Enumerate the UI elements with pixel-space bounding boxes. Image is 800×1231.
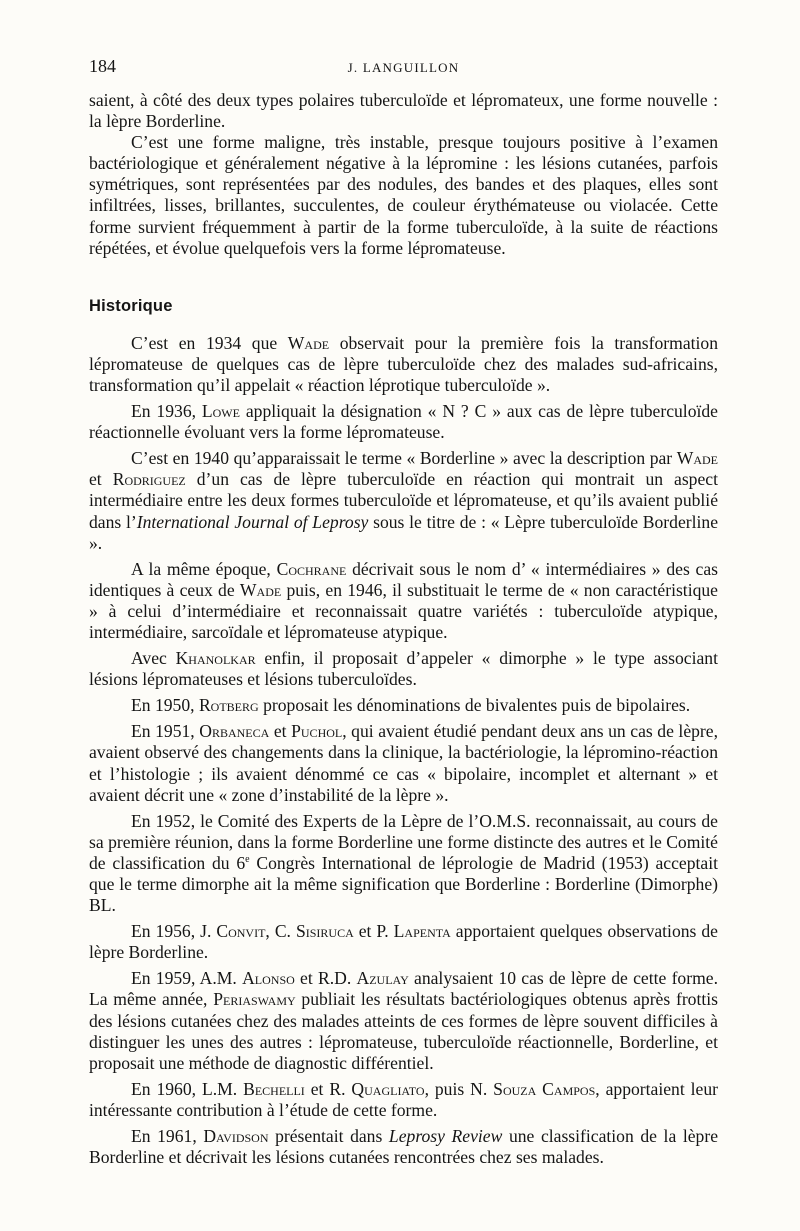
author-name-wade: Wade [287, 332, 330, 353]
history-paragraph-1951: En 1951, Orbaneca et Puchol, qui avaient étudié pendant deux ans un cas de lèpre, avaient observé des changements dans la clinique, la bactériologie, la lépromino-réaction et l’histologie ; ils avaient dénommé ce cas « bipolaire, incomplet et alternant » et avaient décrit une « zone d’instabilité de la lèpre ». [89, 721, 718, 805]
author-name-davidson: Davidson [203, 1126, 269, 1147]
author-name-quagliato: Quagliato [351, 1078, 425, 1099]
author-name-sisiruca: Sisiruca [295, 921, 354, 942]
history-paragraph-1952: En 1952, le Comité des Experts de la Lèpre de l’O.M.S. reconnaissait, au cours de sa première réunion, dans la forme Borderline une forme distincte des autres et le Comité de classification du 6e Congrès International de léprologie de Madrid (1953) acceptait que le terme dimorphe ait la même signification que Borderline : Borderline (Dimorphe) BL. [89, 810, 718, 916]
author-name-puchol: Puchol [291, 721, 343, 742]
author-name-lapenta: Lapenta [393, 921, 451, 942]
superscript-e: e [245, 854, 250, 866]
author-name-cochrane: Cochrane [276, 558, 347, 579]
author-name-convit: Convit [216, 921, 266, 942]
author-name-rotberg: Rotberg [198, 695, 259, 716]
author-name-lowe: Lowe [201, 401, 240, 422]
author-name-periaswamy: Periaswamy [213, 989, 296, 1010]
author-name-souza-campos: Souza Campos [493, 1078, 596, 1099]
page-number: 184 [89, 56, 116, 76]
journal-title: International Journal of Leprosy [136, 511, 369, 532]
history-paragraph-1961: En 1961, Davidson présentait dans Leprosy Review une classification de la lèpre Borderline et décrivait les lésions cutanées rencontrées chez ses malades. [89, 1126, 719, 1168]
author-name-khanolkar: Khanolkar [175, 648, 256, 669]
author-name-wade: Wade [239, 579, 282, 600]
intro-paragraph-description: C’est une forme maligne, très instable, presque toujours positive à l’examen bactériologique et généralement négative à la lépromine : les lésions cutanées, parfois symétriques, sont représentées par des nodules, des bandes et des plaques, elles sont infiltrées, lisses, brillantes, succulentes, de couleur érythémateuse ou violacée. Cette forme survient fréquemment à partir de la forme tuberculoïde, à la suite de réactions répétées, et évolue quelquefois vers la forme lépromateuse. [89, 132, 718, 258]
journal-title: Leprosy Review [388, 1126, 503, 1147]
author-name-azulay: Azulay [356, 968, 409, 989]
history-paragraph-1956: En 1956, J. Convit, C. Sisiruca et P. Lapenta apportaient quelques observations de lèpre Borderline. [89, 921, 718, 963]
author-name-rodriguez: Rodriguez [112, 469, 186, 490]
section-heading-historique: Historique [89, 296, 173, 315]
history-paragraph-1960: En 1960, L.M. Bechelli et R. Quagliato, puis N. Souza Campos, apportaient leur intéressante contribution à l’étude de cette forme. [89, 1078, 719, 1120]
history-paragraph-1936: En 1936, Lowe appliquait la désignation « N ? C » aux cas de lèpre tuberculoïde réactionnelle évoluant vers la forme lépromateuse. [89, 401, 718, 443]
history-paragraph-1940: C’est en 1940 qu’apparaissait le terme « Borderline » avec la description par Wade et Rodriguez d’un cas de lèpre tuberculoïde en réaction qui montrait un aspect intermédiaire entre les deux formes tuberculoïde et lépromateuse, et qu’ils avaient publié dans l’International Journal of Leprosy sous le titre de : « Lèpre tuberculoïde Borderline ». [89, 448, 719, 553]
history-paragraph-cochrane: A la même époque, Cochrane décrivait sous le nom d’ « intermédiaires » des cas identiques à ceux de Wade puis, en 1946, il substituait le terme de « non caractéristique » à celui d’intermédiaire et reconnaissait quatre variétés : tuberculoïde atypique, intermédiaire, sarcoïdale et lépromateuse atypique. [89, 558, 718, 642]
author-name-alonso: Alonso [242, 968, 295, 989]
history-paragraph-1959: En 1959, A.M. Alonso et R.D. Azulay analysaient 10 cas de lèpre de cette forme. La même année, Periaswamy publiait les résultats bactériologiques obtenus après frottis des lésions cutanées chez des malades atteints de ces formes de lèpre souvent difficiles à distinguer les unes des autres : lépromateuse, tuberculoïde réactionnelle, Borderline, et proposait une méthode de diagnostic différentiel. [89, 968, 718, 1073]
author-name-bechelli: Bechelli [243, 1078, 305, 1099]
author-name-wade: Wade [676, 448, 718, 469]
author-name-orbaneca: Orbaneca [199, 721, 270, 742]
running-head-author: J. LANGUILLON [347, 60, 460, 75]
history-paragraph-khanolkar: Avec Khanolkar enfin, il proposait d’appeler « dimorphe » le type associant lésions lépromateuses et lésions tuberculoïdes. [89, 648, 718, 690]
history-paragraph-1950: En 1950, Rotberg proposait les dénominations de bivalentes puis de bipolaires. [131, 695, 691, 716]
intro-paragraph-continuation: saient, à côté des deux types polaires tuberculoïde et lépromateux, une forme nouvelle : la lèpre Borderline. [89, 90, 718, 132]
running-head [89, 56, 718, 80]
history-paragraph-1934: C’est en 1934 que Wade observait pour la première fois la transformation lépromateuse de quelques cas de lèpre tuberculoïde chez des malades sud-africains, transformation qu’il appelait « réaction léprotique tuberculoïde ». [89, 332, 718, 395]
